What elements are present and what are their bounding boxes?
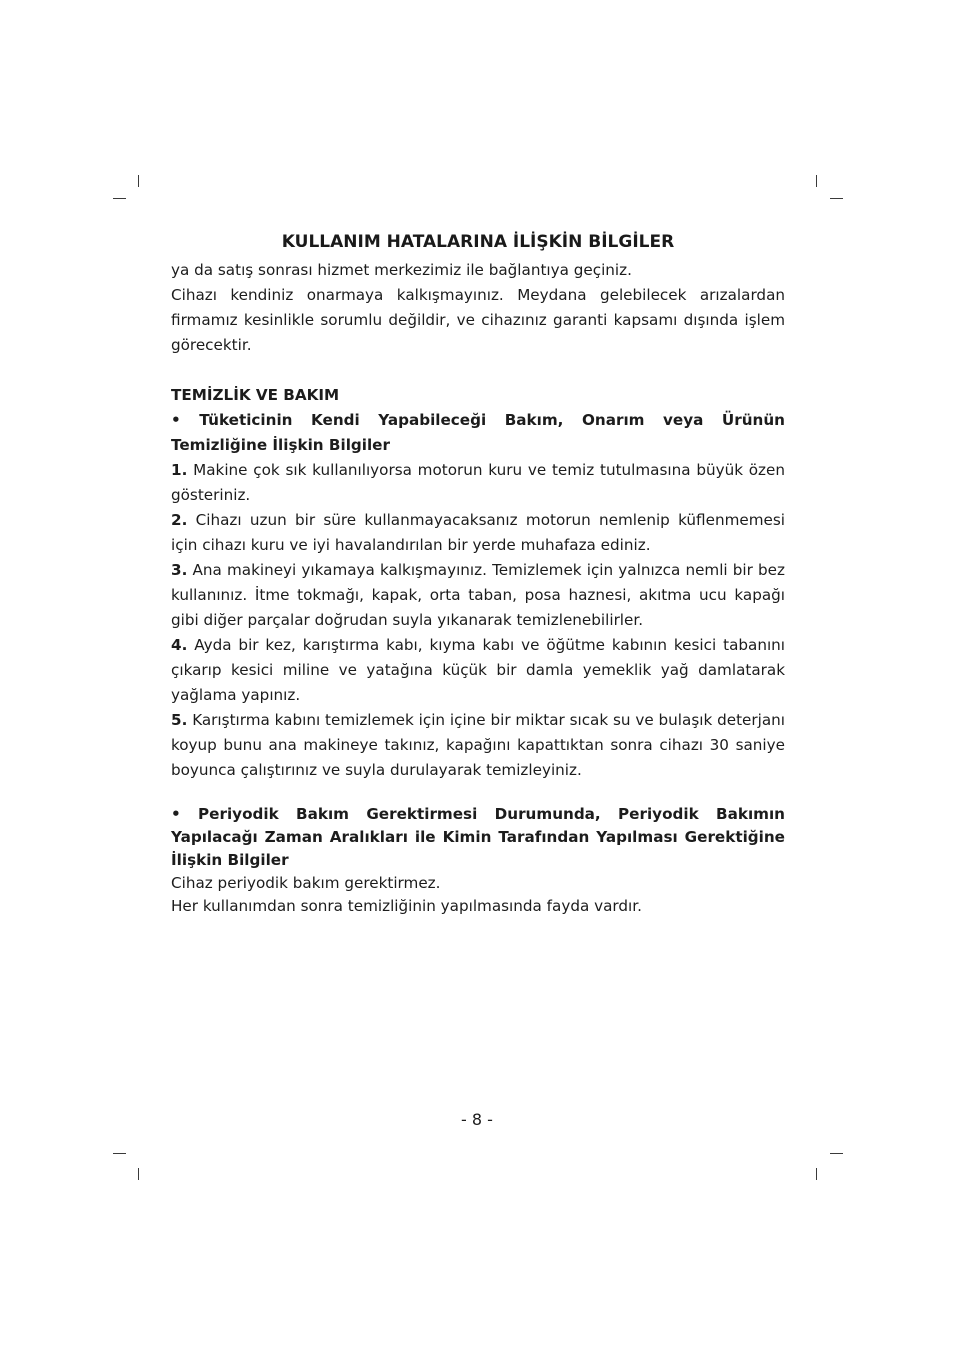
list-item-number: 1. xyxy=(171,461,188,479)
list-item xyxy=(171,458,785,508)
list-item xyxy=(171,708,785,783)
crop-mark-top-left-vertical xyxy=(138,175,139,187)
list-item-number: 5. xyxy=(171,711,188,729)
list-item-number: 3. xyxy=(171,561,188,579)
list-item-text: Karıştırma kabını temizlemek için içine bir miktar sıcak su ve bulaşık deterjanı koyup bunu ana makineye takınız, kapağını kapattıktan sonra cihazı 30 saniye boyunca çalıştırınız ve suyla durulayarak temizleyiniz. xyxy=(171,711,785,779)
list-item-text: Ana makineyi yıkamaya kalkışmayınız. Temizlemek için yalnızca nemli bir bez kullanınız. İtme tokmağı, kapak, orta taban, posa haznesi, akıtma ucu kapağı gibi diğer parçalar doğrudan suyla yıkanarak temizlenebilirler. xyxy=(171,561,785,629)
periodic-subheading: • Periyodik Bakım Gerektirmesi Durumunda, Periyodik Bakımın Yapılacağı Zaman Aralıkları ile Kimin Tarafından Yapılması Gerektiğine İlişkin Bilgiler xyxy=(171,805,785,869)
list-item xyxy=(171,633,785,708)
crop-mark-top-left-horizontal xyxy=(113,198,126,199)
crop-mark-top-right-vertical xyxy=(816,175,817,187)
page-content xyxy=(171,228,785,918)
crop-mark-top-right-horizontal xyxy=(830,198,843,199)
intro-paragraph: Cihazı kendiniz onarmaya kalkışmayınız. Meydana gelebilecek arızalardan firmamız kesinlikle sorumlu değildir, ve cihazınız garanti kapsamı dışında işlem görecektir. xyxy=(171,286,785,354)
cleaning-heading: TEMİZLİK VE BAKIM xyxy=(171,386,340,404)
list-item xyxy=(171,558,785,633)
periodic-line: Cihaz periyodik bakım gerektirmez. xyxy=(171,874,441,892)
periodic-line: Her kullanımdan sonra temizliğinin yapılmasında fayda vardır. xyxy=(171,897,642,915)
page-number: - 8 - xyxy=(461,1110,493,1129)
page-title: KULLANIM HATALARINA İLİŞKİN BİLGİLER xyxy=(281,232,675,252)
list-item-number: 4. xyxy=(171,636,188,654)
crop-mark-bottom-left-horizontal xyxy=(113,1153,126,1154)
list-item xyxy=(171,508,785,558)
cleaning-subheading: • Tüketicinin Kendi Yapabileceği Bakım, Onarım veya Ürünün Temizliğine İlişkin Bilgiler xyxy=(171,411,785,454)
list-item-text: Makine çok sık kullanılıyorsa motorun kuru ve temiz tutulmasına büyük özen gösteriniz. xyxy=(171,461,786,504)
list-item-number: 2. xyxy=(171,511,188,529)
list-item-text: Cihazı uzun bir süre kullanmayacaksanız motorun nemlenip küflenmemesi için cihazı kuru ve iyi havalandırılan bir yerde muhafaza ediniz. xyxy=(171,511,785,554)
crop-mark-bottom-right-vertical xyxy=(816,1168,817,1180)
crop-mark-bottom-left-vertical xyxy=(138,1168,139,1180)
intro-line: ya da satış sonrası hizmet merkezimiz ile bağlantıya geçiniz. xyxy=(171,261,632,279)
crop-mark-bottom-right-horizontal xyxy=(830,1153,843,1154)
list-item-text: Ayda bir kez, karıştırma kabı, kıyma kabı ve öğütme kabının kesici tabanını çıkarıp kesici miline ve yatağına küçük bir damla yemeklik yağ damlatarak yağlama yapınız. xyxy=(171,636,786,704)
